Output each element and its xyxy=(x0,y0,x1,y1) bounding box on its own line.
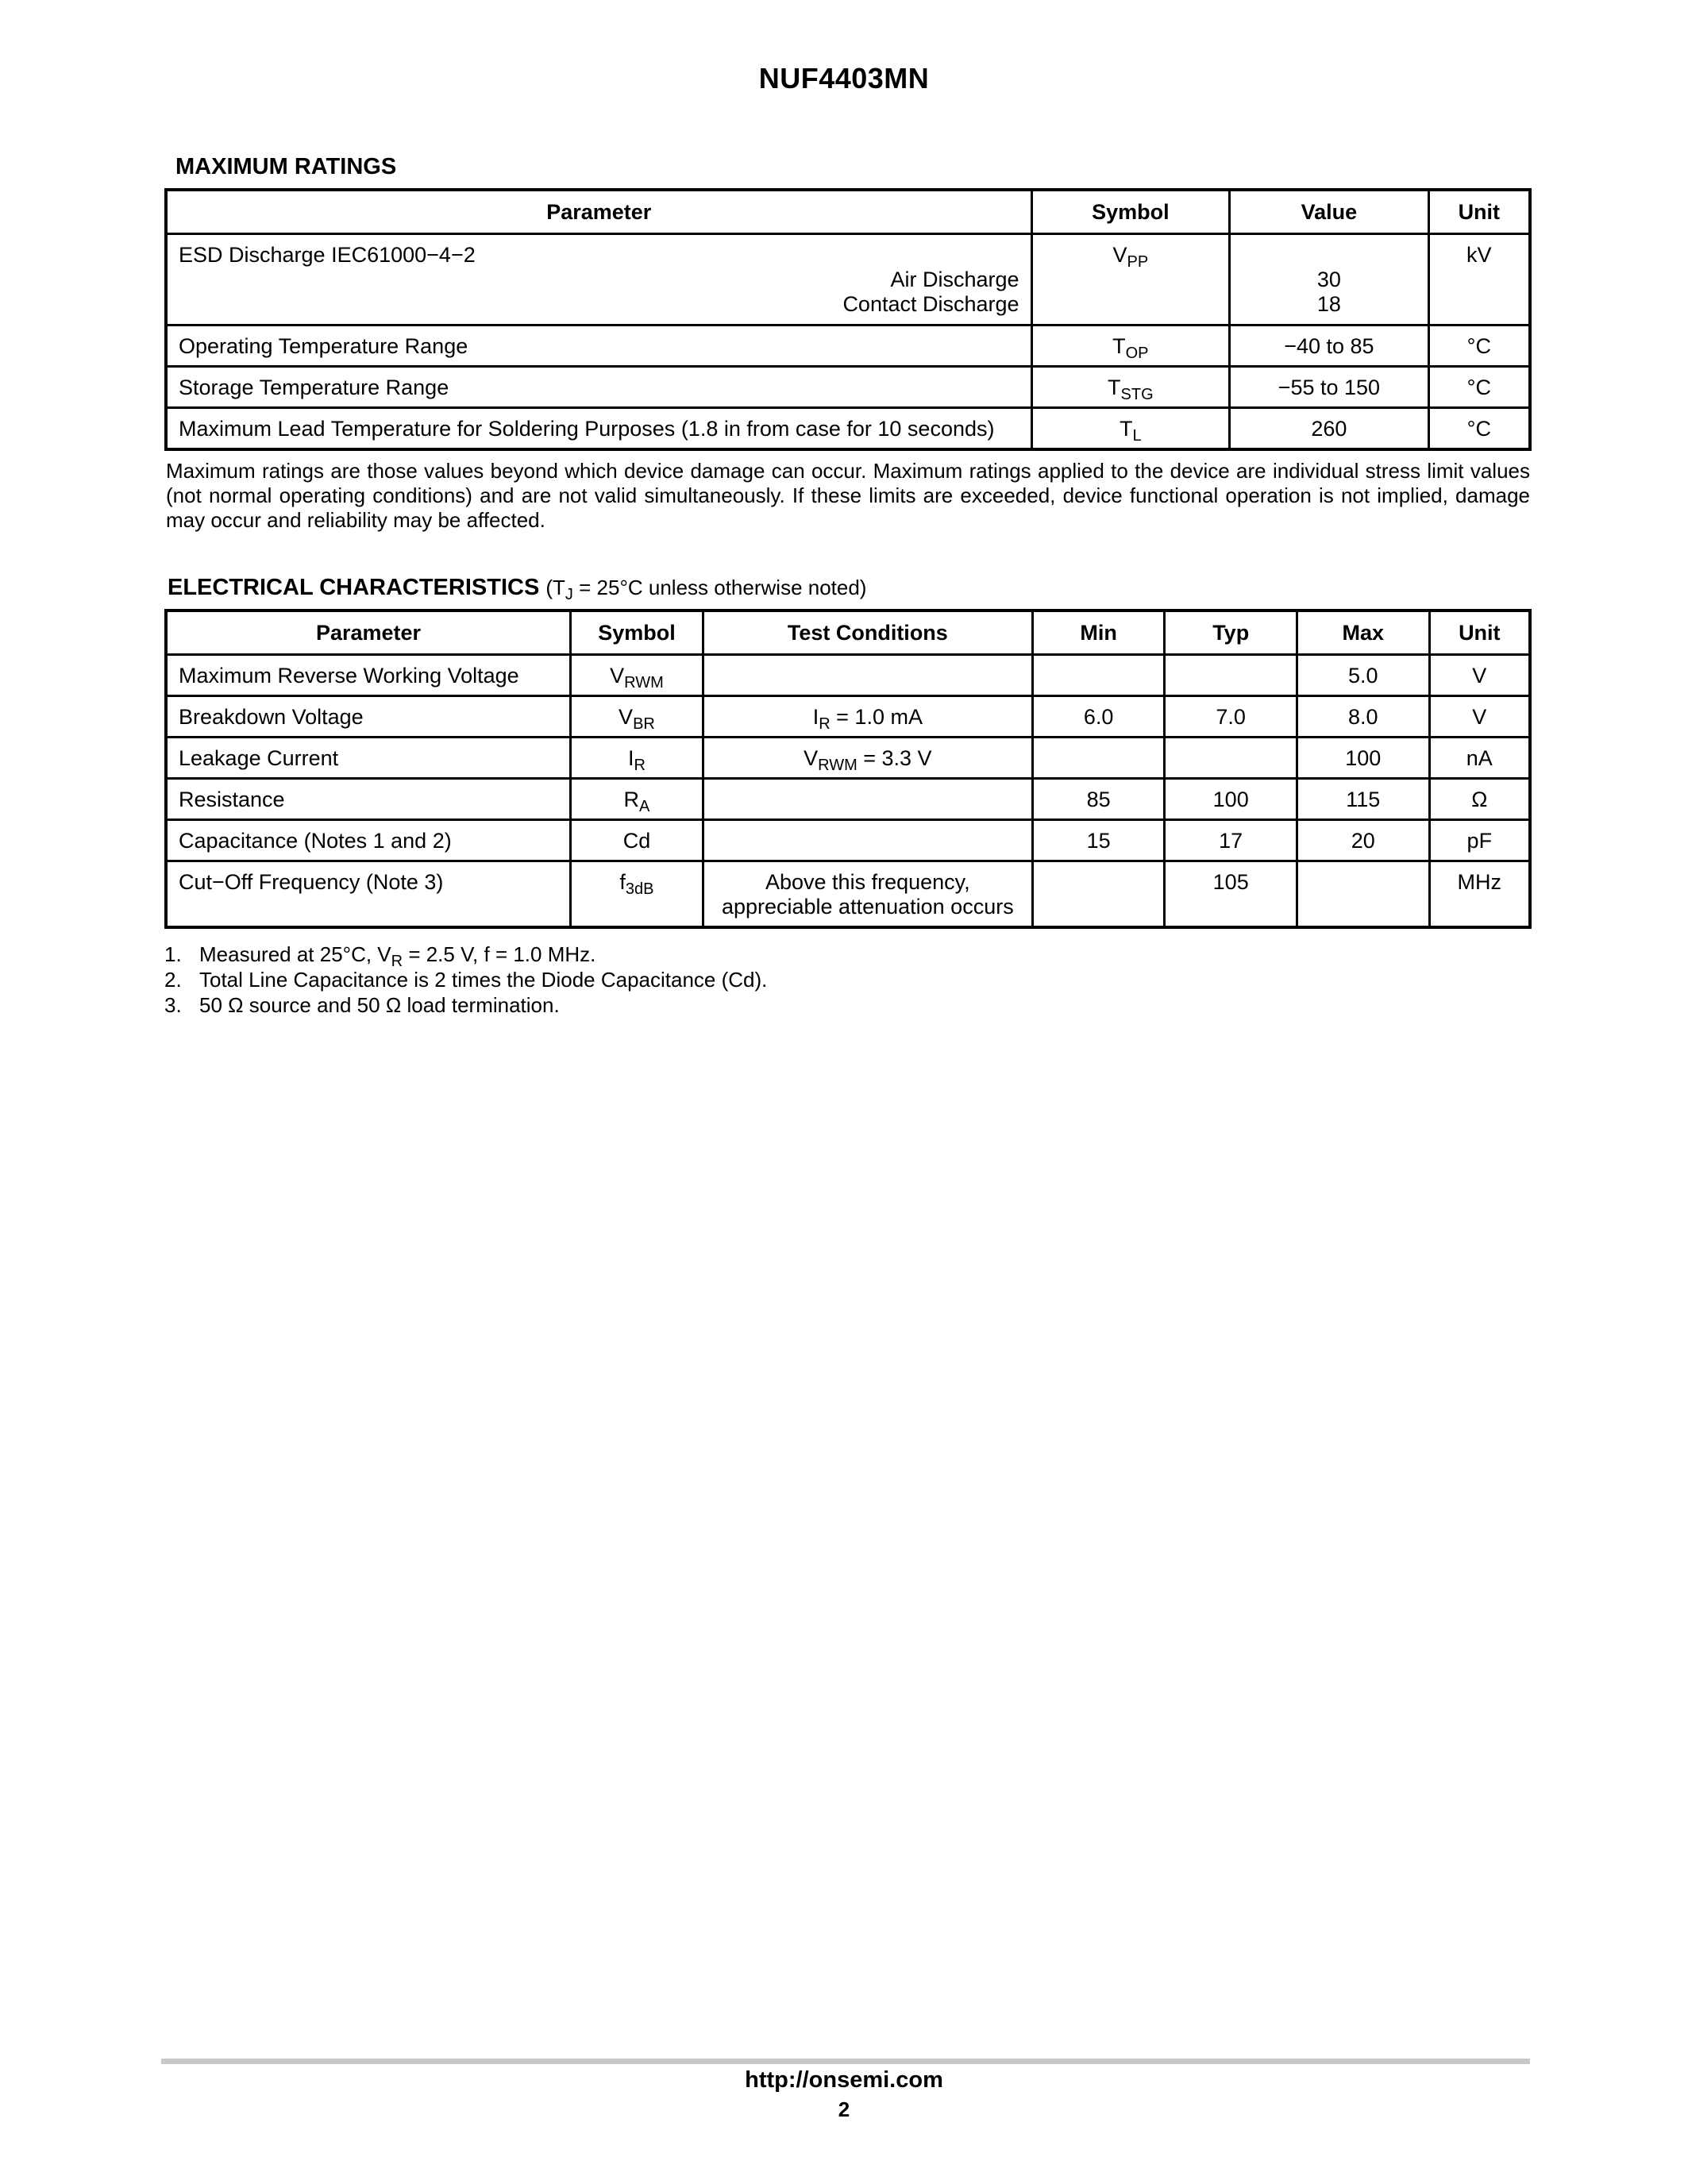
page-number: 2 xyxy=(838,2097,850,2121)
column-header: Parameter xyxy=(166,190,1031,234)
symbol-cell: $V_{BR}$ xyxy=(571,696,703,738)
max-ratings-heading: MAXIMUM RATINGS xyxy=(175,154,397,179)
parameter-cell: Breakdown Voltage xyxy=(166,696,571,738)
symbol-cell: $T_L$ xyxy=(1031,408,1230,450)
parameter-cell: Operating Temperature Range xyxy=(166,325,1031,367)
table-header-row xyxy=(166,190,1530,234)
table-row xyxy=(166,738,1530,779)
value-cell: 30 18 xyxy=(1230,234,1428,325)
max-ratings-table xyxy=(164,188,1532,451)
min-cell: 85 xyxy=(1032,779,1165,820)
parameter-cell: Cut−Off Frequency (Note 3) xyxy=(166,861,571,928)
table-header-row xyxy=(166,611,1530,655)
column-header: Unit xyxy=(1429,611,1530,655)
typ-cell: 105 xyxy=(1165,861,1297,928)
condition-cell xyxy=(703,655,1032,696)
typ-cell xyxy=(1165,738,1297,779)
min-cell: 15 xyxy=(1032,820,1165,861)
max-ratings-note: Maximum ratings are those values beyond which device damage can occur. Maximum ratings applied to the device are individual stress limit values (not normal operating conditions) and are not valid simultaneously. If these limits are exceeded, device functional operation is not implied, damage may occur and reliability may be affected. xyxy=(166,459,1530,532)
column-header: Parameter xyxy=(166,611,571,655)
symbol-cell: $f_{3dB}$ xyxy=(571,861,703,928)
min-cell xyxy=(1032,655,1165,696)
electrical-table xyxy=(164,609,1532,929)
column-header: Min xyxy=(1032,611,1165,655)
min-cell xyxy=(1032,738,1165,779)
max-cell: 20 xyxy=(1297,820,1429,861)
unit-cell: V xyxy=(1429,655,1530,696)
max-cell: 100 xyxy=(1297,738,1429,779)
parameter-subline: Contact Discharge xyxy=(842,292,1019,316)
parameter-cell: Storage Temperature Range xyxy=(166,367,1031,408)
symbol-cell: $I_R$ xyxy=(571,738,703,779)
value-cell: −40 to 85 xyxy=(1230,325,1428,367)
unit-cell: °C xyxy=(1428,367,1530,408)
value-cell: 260 xyxy=(1230,408,1428,450)
min-cell: 6.0 xyxy=(1032,696,1165,738)
parameter-cell: Maximum Lead Temperature for Soldering Purposes (1.8 in from case for 10 seconds) xyxy=(166,408,1031,450)
footnote: 2. Total Line Capacitance is 2 times the Diode Capacitance (Cd). xyxy=(164,968,768,992)
condition-cell: $V_{RWM} = 3.3$ V xyxy=(703,738,1032,779)
column-header: Unit xyxy=(1428,190,1530,234)
unit-cell: Ω xyxy=(1429,779,1530,820)
document-title: NUF4403MN xyxy=(758,62,930,94)
min-cell xyxy=(1032,861,1165,928)
footer-url[interactable]: http://onsemi.com xyxy=(745,2067,943,2093)
typ-cell: 17 xyxy=(1165,820,1297,861)
condition-cell xyxy=(703,820,1032,861)
unit-cell: kV xyxy=(1428,234,1530,325)
typ-cell: 100 xyxy=(1165,779,1297,820)
parameter-cell: Capacitance (Notes 1 and 2) xyxy=(166,820,571,861)
parameter-cell: Leakage Current xyxy=(166,738,571,779)
column-header: Symbol xyxy=(1031,190,1230,234)
table-row xyxy=(166,234,1530,325)
condition-cell: Above this frequency, appreciable attenuation occurs xyxy=(703,861,1032,928)
parameter-cell xyxy=(166,234,1031,325)
unit-cell: nA xyxy=(1429,738,1530,779)
column-header: Typ xyxy=(1165,611,1297,655)
electrical-condition: ($T_J = 25^\circ C$ unless otherwise noted) xyxy=(545,576,867,603)
value-cell: −55 to 150 xyxy=(1230,367,1428,408)
footnote: 3. 50 Ω source and 50 Ω load termination. xyxy=(164,993,560,1017)
max-cell: 5.0 xyxy=(1297,655,1429,696)
table-row xyxy=(166,820,1530,861)
table-row xyxy=(166,325,1530,367)
parameter-cell: Resistance xyxy=(166,779,571,820)
parameter-cell: Maximum Reverse Working Voltage xyxy=(166,655,571,696)
footnotes xyxy=(164,942,767,1018)
unit-cell: MHz xyxy=(1429,861,1530,928)
unit-cell: °C xyxy=(1428,408,1530,450)
symbol-cell: $V_{RWM}$ xyxy=(571,655,703,696)
column-header: Max xyxy=(1297,611,1429,655)
table-row xyxy=(166,408,1530,450)
table-row xyxy=(166,861,1530,928)
unit-cell: V xyxy=(1429,696,1530,738)
table-row xyxy=(166,367,1530,408)
footnote: 1. Measured at 25°C, $V_R = 2.5$ V, f = 1.0 MHz. xyxy=(164,942,596,970)
symbol-cell: $T_{STG}$ xyxy=(1031,367,1230,408)
column-header: Test Conditions xyxy=(703,611,1032,655)
table-row xyxy=(166,696,1530,738)
max-cell: 115 xyxy=(1297,779,1429,820)
condition-cell xyxy=(703,779,1032,820)
unit-cell: °C xyxy=(1428,325,1530,367)
typ-cell xyxy=(1165,655,1297,696)
footer-divider xyxy=(161,2059,1530,2064)
max-cell xyxy=(1297,861,1429,928)
electrical-heading: ELECTRICAL CHARACTERISTICS ($T_J = 25^\circ C$ unless otherwise noted) xyxy=(168,575,867,603)
typ-cell: 7.0 xyxy=(1165,696,1297,738)
symbol-cell: Cd xyxy=(571,820,703,861)
table-row xyxy=(166,779,1530,820)
parameter-text: ESD Discharge IEC61000−4−2 xyxy=(179,243,476,267)
symbol-cell: $V_{PP}$ xyxy=(1031,234,1230,325)
unit-cell: pF xyxy=(1429,820,1530,861)
symbol-cell: $T_{OP}$ xyxy=(1031,325,1230,367)
condition-cell: $I_R = 1.0$ mA xyxy=(703,696,1032,738)
max-cell: 8.0 xyxy=(1297,696,1429,738)
column-header: Symbol xyxy=(571,611,703,655)
column-header: Value xyxy=(1230,190,1428,234)
parameter-subline: Air Discharge xyxy=(890,268,1019,291)
symbol-cell: $R_A$ xyxy=(571,779,703,820)
table-row xyxy=(166,655,1530,696)
